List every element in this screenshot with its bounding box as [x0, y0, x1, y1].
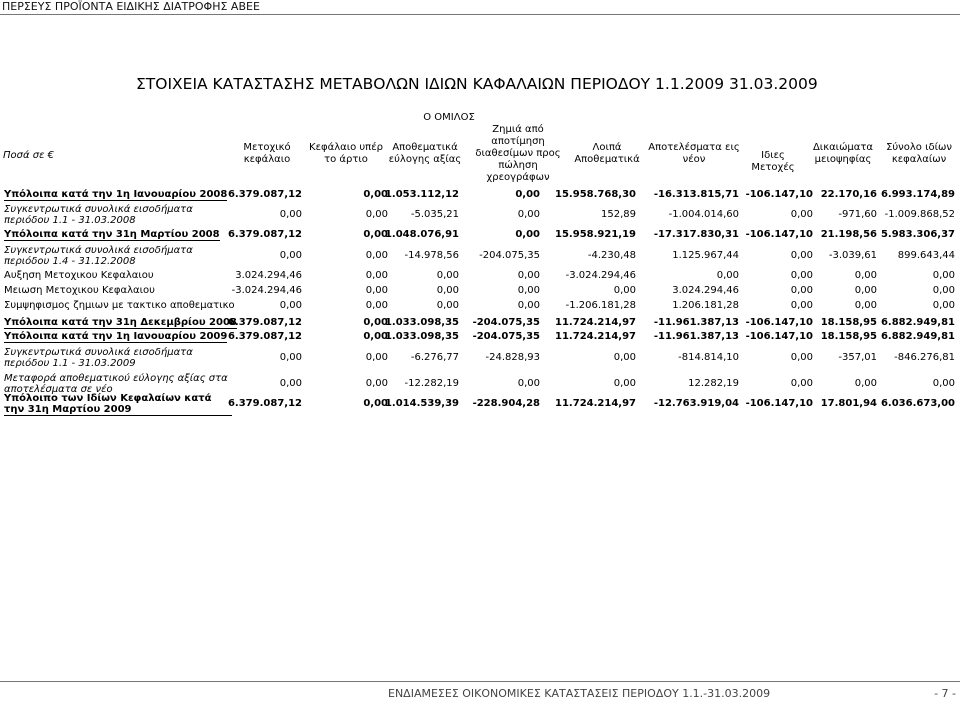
cell-value: 0,00: [613, 352, 636, 363]
cell-value: 0,00: [790, 209, 813, 220]
row-label: Συγκεντρωτικά συνολικά εισοδήματα περιόδου 1.1 - 31.03.2008: [4, 204, 193, 226]
cell-value: -106.147,10: [745, 229, 813, 240]
cell-value: 0,00: [365, 270, 388, 281]
cell-value: 0,00: [932, 270, 955, 281]
cell-value: -24.828,93: [485, 352, 540, 363]
cell-value: 18.158,95: [820, 317, 877, 328]
cell-value: -14.978,56: [404, 250, 459, 261]
cell-value: 6.379.087,12: [227, 317, 302, 328]
cell-value: 0,00: [436, 270, 459, 281]
cell-value: -846.276,81: [894, 352, 955, 363]
cell-value: -204.075,35: [479, 250, 540, 261]
header-divider: [0, 14, 960, 15]
cell-value: 1.053.112,12: [384, 189, 459, 200]
cell-value: 0,00: [515, 189, 540, 200]
page-title: ΣΤΟΙΧΕΙΑ ΚΑΤΑΣΤΑΣΗΣ ΜΕΤΑΒΟΛΩΝ ΙΔΙΩΝ ΚΑΦΑΛΑΙΩΝ ΠΕΡΙΟΔΟΥ 1.1.2009 31.03.2009: [136, 75, 818, 93]
cell-value: 0,00: [365, 250, 388, 261]
cell-value: -971,60: [838, 209, 877, 220]
currency-label: Ποσά σε €: [3, 150, 55, 161]
cell-value: 0,00: [517, 209, 540, 220]
cell-value: 0,00: [436, 285, 459, 296]
cell-value: 0,00: [790, 285, 813, 296]
cell-value: -11.961.387,13: [653, 317, 739, 328]
cell-value: 6.379.087,12: [227, 229, 302, 240]
cell-value: -106.147,10: [745, 189, 813, 200]
cell-value: -204.075,35: [472, 331, 540, 342]
row-label: Υπόλοιπο των Ιδίων Κεφαλαίων κατά την 31η Μαρτίου 2009: [4, 393, 232, 416]
cell-value: 6.882.949,81: [880, 331, 955, 342]
cell-value: 0,00: [365, 209, 388, 220]
cell-value: 1.014.539,39: [384, 398, 459, 409]
cell-value: 0,00: [613, 285, 636, 296]
column-header: Αποθεματικά εύλογης αξίας: [388, 142, 462, 165]
column-header: Ζημιά από αποτίμηση διαθεσίμων προς πώληση χρεογράφων: [475, 124, 561, 183]
cell-value: 1.048.076,91: [384, 229, 459, 240]
cell-value: -6.276,77: [410, 352, 459, 363]
cell-value: -814.814,10: [678, 352, 739, 363]
cell-value: 12.282,19: [688, 378, 739, 389]
cell-value: 11.724.214,97: [555, 398, 636, 409]
cell-value: 899.643,44: [897, 250, 955, 261]
cell-value: -228.904,28: [472, 398, 540, 409]
row-label: Συγκεντρωτικά συνολικά εισοδήματα περιόδου 1.1 - 31.03.2009: [4, 347, 193, 369]
cell-value: 0,00: [854, 285, 877, 296]
cell-value: 0,00: [365, 378, 388, 389]
cell-value: 0,00: [515, 229, 540, 240]
cell-value: 6.379.087,12: [227, 398, 302, 409]
cell-value: 0,00: [790, 250, 813, 261]
cell-value: 6.993.174,89: [880, 189, 955, 200]
cell-value: 5.983.306,37: [880, 229, 955, 240]
footer-divider: [0, 681, 960, 682]
group-header: Ο ΟΜΙΛΟΣ: [423, 112, 475, 123]
cell-value: 0,00: [932, 285, 955, 296]
cell-value: -1.009.868,52: [884, 209, 955, 220]
cell-value: 0,00: [790, 270, 813, 281]
cell-value: 0,00: [517, 270, 540, 281]
cell-value: 0,00: [363, 229, 388, 240]
cell-value: 18.158,95: [820, 331, 877, 342]
cell-value: -11.961.387,13: [653, 331, 739, 342]
cell-value: 0,00: [436, 300, 459, 311]
cell-value: -17.317.830,31: [653, 229, 739, 240]
cell-value: 0,00: [932, 378, 955, 389]
cell-value: -5.035,21: [410, 209, 459, 220]
cell-value: 0,00: [365, 352, 388, 363]
cell-value: 152,89: [601, 209, 636, 220]
cell-value: 0,00: [279, 300, 302, 311]
column-header: Σύνολο ιδίων κεφαλαίων: [886, 142, 952, 165]
cell-value: 0,00: [363, 398, 388, 409]
page-number: - 7 -: [934, 687, 956, 700]
company-name: ΠΕΡΣΕΥΣ ΠΡΟΪΟΝΤΑ ΕΙΔΙΚΗΣ ΔΙΑΤΡΟΦΗΣ ΑΒΕΕ: [2, 0, 260, 13]
cell-value: 0,00: [365, 285, 388, 296]
cell-value: 1.125.967,44: [672, 250, 739, 261]
cell-value: 0,00: [279, 378, 302, 389]
cell-value: 0,00: [365, 300, 388, 311]
cell-value: 21.198,56: [820, 229, 877, 240]
cell-value: 15.958.768,30: [555, 189, 636, 200]
cell-value: 0,00: [854, 378, 877, 389]
cell-value: 6.882.949,81: [880, 317, 955, 328]
row-label: Υπόλοιπα κατά την 31η Δεκεμβρίου 2008: [4, 317, 237, 328]
column-header: Κεφάλαιο υπέρ το άρτιο: [309, 142, 383, 165]
cell-value: 0,00: [790, 300, 813, 311]
cell-value: 0,00: [854, 270, 877, 281]
cell-value: 1.206.181,28: [672, 300, 739, 311]
cell-value: 0,00: [716, 270, 739, 281]
cell-value: 0,00: [854, 300, 877, 311]
cell-value: 0,00: [363, 331, 388, 342]
row-label: Συγκεντρωτικά συνολικά εισοδήματα περιόδου 1.4 - 31.12.2008: [4, 245, 193, 267]
cell-value: -106.147,10: [745, 398, 813, 409]
cell-value: 0,00: [279, 250, 302, 261]
cell-value: 3.024.294,46: [672, 285, 739, 296]
cell-value: 3.024.294,46: [235, 270, 302, 281]
cell-value: 22.170,16: [820, 189, 877, 200]
column-header: Μετοχικό κεφάλαιο: [243, 142, 291, 165]
cell-value: -12.763.919,04: [653, 398, 739, 409]
cell-value: 11.724.214,97: [555, 331, 636, 342]
cell-value: -1.206.181,28: [565, 300, 636, 311]
column-header: Δικαιώματα μειοψηφίας: [812, 142, 874, 165]
row-label: Υπόλοιπα κατά την 1η Ιανουαρίου 2008: [4, 189, 228, 200]
cell-value: 11.724.214,97: [555, 317, 636, 328]
cell-value: -4.230,48: [587, 250, 636, 261]
cell-value: 1.033.098,35: [384, 317, 459, 328]
cell-value: -106.147,10: [745, 317, 813, 328]
column-header: Αποτελέσματα εις νέον: [648, 142, 740, 165]
cell-value: -3.039,61: [828, 250, 877, 261]
footer-title: ΕΝΔΙΑΜΕΣΕΣ ΟΙΚΟΝΟΜΙΚΕΣ ΚΑΤΑΣΤΑΣΕΙΣ ΠΕΡΙΟΔΟΥ 1.1.-31.03.2009: [388, 687, 771, 700]
cell-value: 0,00: [363, 189, 388, 200]
cell-value: -3.024.294,46: [231, 285, 302, 296]
cell-value: 0,00: [790, 378, 813, 389]
cell-value: -1.004.014,60: [668, 209, 739, 220]
cell-value: 15.958.921,19: [555, 229, 636, 240]
cell-value: 0,00: [517, 300, 540, 311]
cell-value: 6.379.087,12: [227, 189, 302, 200]
cell-value: 17.801,94: [820, 398, 877, 409]
cell-value: 0,00: [517, 378, 540, 389]
cell-value: -204.075,35: [472, 317, 540, 328]
row-label: Υπόλοιπα κατά την 1η Ιανουαρίου 2009: [4, 331, 228, 342]
row-label: Αυξηση Μετοχικου Κεφαλαιου: [4, 270, 154, 281]
cell-value: 0,00: [932, 300, 955, 311]
row-label: Συμψηφισμος ζημιων με τακτικο αποθεματικο: [4, 300, 235, 311]
cell-value: -12.282,19: [404, 378, 459, 389]
column-header: Λοιπά Αποθεματικά: [574, 142, 640, 165]
row-label: Μειωση Μετοχικου Κεφαλαιου: [4, 285, 155, 296]
cell-value: -357,01: [838, 352, 877, 363]
cell-value: -106.147,10: [745, 331, 813, 342]
cell-value: 0,00: [613, 378, 636, 389]
cell-value: -3.024.294,46: [565, 270, 636, 281]
cell-value: 1.033.098,35: [384, 331, 459, 342]
cell-value: -16.313.815,71: [653, 189, 739, 200]
cell-value: 0,00: [279, 352, 302, 363]
row-label: Μεταφορά αποθεματικού εύλογης αξίας στα αποτελέσματα σε νέο: [4, 373, 228, 395]
cell-value: 6.036.673,00: [880, 398, 955, 409]
column-header: Ιδιες Μετοχές: [751, 150, 795, 173]
row-label: Υπόλοιπα κατά την 31η Μαρτίου 2008: [4, 229, 220, 240]
cell-value: 0,00: [363, 317, 388, 328]
cell-value: 6.379.087,12: [227, 331, 302, 342]
cell-value: 0,00: [790, 352, 813, 363]
cell-value: 0,00: [279, 209, 302, 220]
cell-value: 0,00: [517, 285, 540, 296]
